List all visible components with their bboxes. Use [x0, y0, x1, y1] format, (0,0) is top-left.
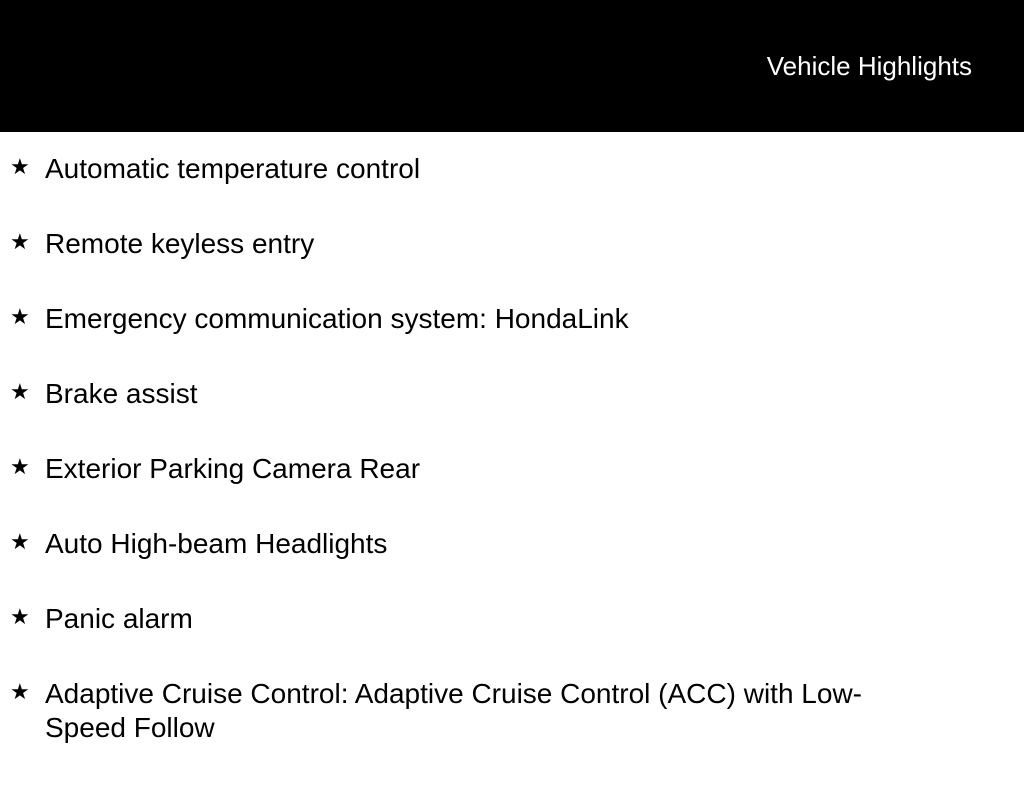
highlight-text: Panic alarm	[45, 603, 193, 634]
highlight-text: Brake assist	[45, 378, 198, 409]
star-icon: ★	[10, 454, 30, 479]
list-item	[0, 302, 1024, 336]
header-bar	[0, 0, 1024, 132]
highlight-text: Remote keyless entry	[45, 228, 315, 259]
star-icon: ★	[10, 529, 30, 554]
highlight-text: Auto High-beam Headlights	[45, 528, 388, 559]
page-title: Vehicle Highlights	[766, 51, 972, 81]
star-icon: ★	[10, 604, 30, 629]
star-icon: ★	[10, 154, 30, 179]
highlight-text: Automatic temperature control	[45, 153, 421, 184]
highlight-text: Exterior Parking Camera Rear	[45, 453, 421, 484]
list-item	[0, 452, 1024, 486]
highlight-text: Adaptive Cruise Control: Adaptive Cruise Control (ACC) with Low-Speed Follow	[45, 678, 862, 743]
list-item	[0, 152, 1024, 186]
star-icon: ★	[10, 679, 30, 704]
list-item	[0, 602, 1024, 636]
list-item	[0, 677, 1024, 745]
highlights-list	[0, 152, 1024, 786]
highlight-text: Emergency communication system: HondaLink	[45, 303, 629, 334]
star-icon: ★	[10, 379, 30, 404]
star-icon: ★	[10, 229, 30, 254]
list-item	[0, 527, 1024, 561]
list-item	[0, 377, 1024, 411]
list-item	[0, 227, 1024, 261]
star-icon: ★	[10, 304, 30, 329]
